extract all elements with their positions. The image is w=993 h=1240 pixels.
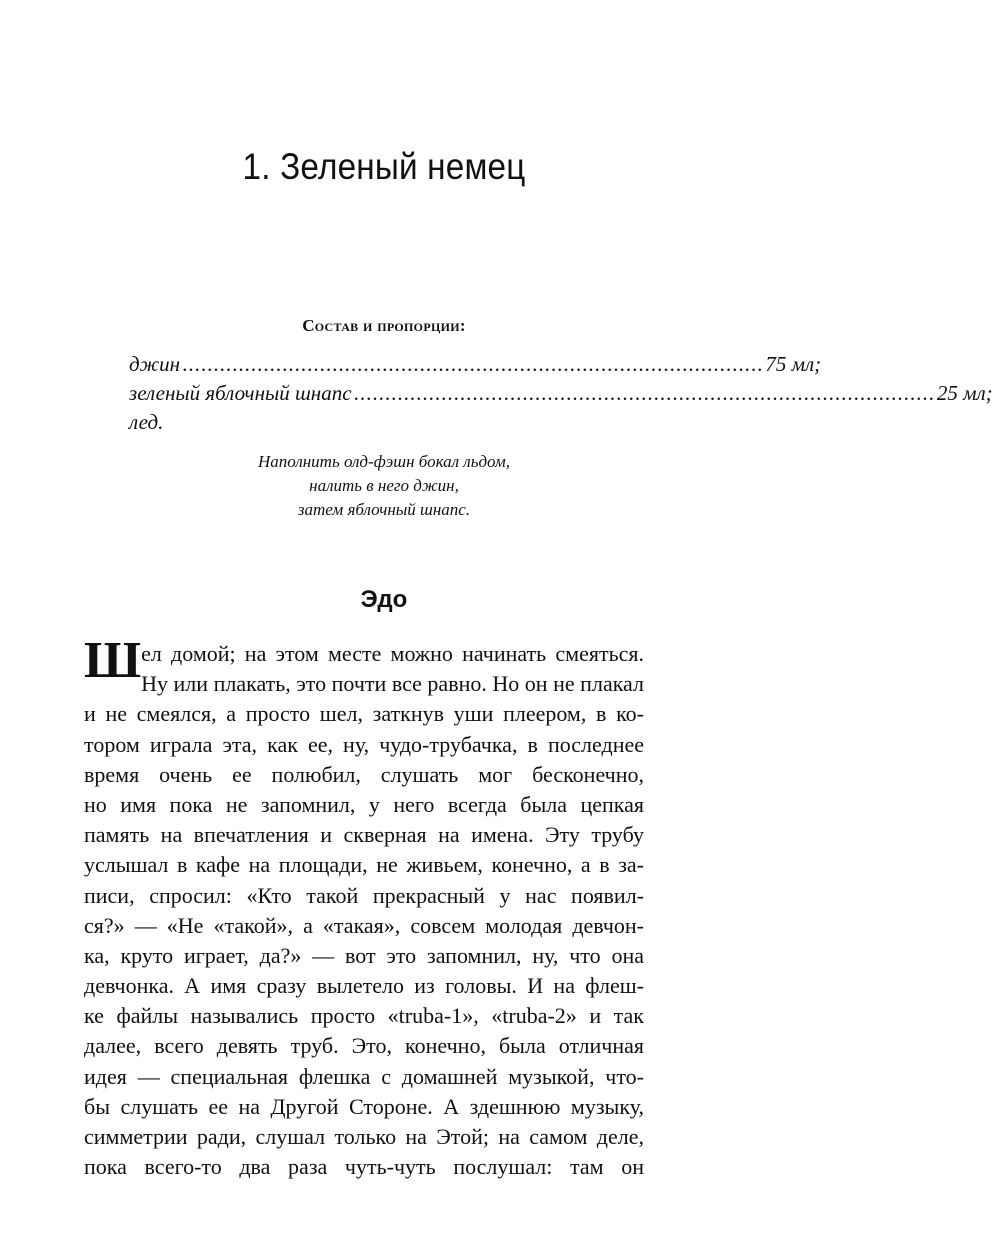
- body-line: услышал в кафе на площади, не живьем, конечно, а в за-: [84, 852, 644, 878]
- section-title: Эдо: [360, 586, 408, 613]
- body-line: далее, всего девять труб. Это, конечно, была отличная: [84, 1033, 644, 1059]
- body-line: время очень ее полюбил, слушать мог бесконечно,: [84, 761, 644, 787]
- dot-leader: .............................................................................................: [182, 352, 764, 376]
- ingredient-row: [129, 350, 822, 379]
- body-line: писи, спросил: «Кто такой прекрасный у нас появил-: [84, 882, 644, 908]
- body-line: симметрии ради, слушал только на Этой; на самом деле,: [84, 1124, 644, 1149]
- ingredient-name: джин: [129, 352, 181, 376]
- body-line: и не смеялся, а просто шел, заткнув уши плеером, в ко-: [84, 701, 644, 727]
- instruction-line: затем яблочный шнапс.: [297, 500, 471, 519]
- chapter-title: 1. Зеленый немец: [242, 146, 526, 187]
- body-line: ке файлы назывались просто «truba-1», «truba-2» и так: [84, 1003, 644, 1029]
- body-line: тором играла эта, как ее, ну, чудо-трубачка, в последнее: [84, 731, 644, 757]
- body-line: девчонка. А имя сразу вылетело из головы. И на флеш-: [84, 973, 644, 999]
- body-line: пока всего-то два раза чуть-чуть послушал: там он: [84, 1154, 644, 1180]
- ingredient-name: лед.: [129, 410, 164, 434]
- body-line: ся?» — «Не «такой», а «такая», совсем молодая девчон-: [84, 912, 644, 938]
- ingredient-amount: 25 мл;: [936, 381, 993, 405]
- ingredient-amount: 75 мл;: [765, 352, 822, 376]
- recipe-instructions: [0, 450, 768, 522]
- instruction-line: Наполнить олд-фэшн бокал льдом,: [257, 452, 510, 471]
- body-line: ел домой; на этом месте можно начинать смеяться.: [141, 641, 644, 666]
- recipe-heading: Состав и пропорции:: [302, 316, 466, 335]
- body-line: идея — специальная флешка с домашней музыкой, что-: [84, 1063, 644, 1089]
- ingredient-row: [129, 408, 597, 437]
- instruction-line: налить в него джин,: [309, 476, 459, 495]
- ingredient-row: [129, 379, 993, 408]
- ingredient-list: [129, 350, 993, 437]
- body-text: [84, 632, 644, 1182]
- body-line: ка, круто играет, да?» — вот это запомнил, ну, что она: [84, 942, 644, 968]
- ingredient-name: зеленый яблочный шнапс: [129, 381, 352, 405]
- body-line: память на впечатления и скверная на имена. Эту трубу: [84, 822, 644, 848]
- body-line: Ну или плакать, это почти все равно. Но он не плакал: [141, 671, 644, 697]
- dot-leader: .............................................................................................: [353, 381, 935, 405]
- drop-cap: Ш: [84, 632, 141, 689]
- body-line: бы слушать ее на Другой Стороне. А здешнюю музыку,: [84, 1093, 644, 1119]
- body-line: но имя пока не запомнил, у него всегда была цепкая: [84, 791, 644, 817]
